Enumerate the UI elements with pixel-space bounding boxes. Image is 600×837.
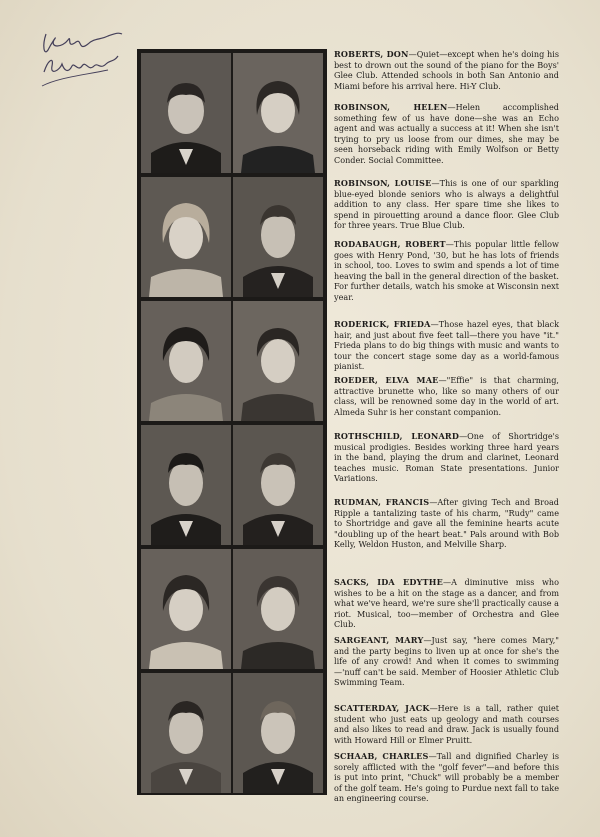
portrait-rothschild-leonard	[141, 425, 231, 545]
portrait-rudman-francis	[233, 425, 323, 545]
bio-entry	[334, 375, 559, 417]
bio-entry	[334, 178, 559, 231]
bio-name: SCATTERDAY, JACK	[334, 703, 430, 713]
signature-scrawl	[38, 26, 128, 96]
bio-entry	[334, 497, 559, 550]
bio-name: ROBERTS, DON	[334, 49, 409, 59]
portrait-scatterday-jack	[141, 673, 231, 793]
portrait-rodabaugh-robert	[233, 177, 323, 297]
bio-text: —Helen accomplished something few of us have done—she was an Echo agent and was actually a success at it! When she isn't trying to pry us loose from our dimes, she may be seen horseback riding with Emily Wolfson or Betty Conder. Social Committee.	[334, 102, 559, 165]
bio-text: —This popular little fellow goes with Henry Pond, '30, but he has lots of friends in school, too. Loves to swim and spends a lot of time heaving the ball in the general direction of the basket. For further details, watch his smoke at Wisconsin next year.	[334, 239, 559, 302]
bio-name: ROBINSON, LOUISE	[334, 178, 432, 188]
portrait-roeder-elva-mae	[233, 301, 323, 421]
bio-entry	[334, 49, 559, 91]
bio-text: —Here is a tall, rather quiet student who just eats up geology and math courses and also likes to read and draw. Jack is usually found with Howard Hill or Elmer Pruitt.	[334, 703, 559, 745]
portrait-schaab-charles	[233, 673, 323, 793]
bio-entry	[334, 431, 559, 484]
bio-entry	[334, 751, 559, 804]
bio-name: ROTHSCHILD, LEONARD	[334, 431, 460, 441]
bio-text: —Just say, "here comes Mary," and the party begins to liven up at once for she's the life of any crowd! And when it comes to swimming—'nuff can't be said. Member of Hoosier Athletic Club Swimming Team.	[334, 635, 559, 688]
bio-text: —Those hazel eyes, that black hair, and just about five feet tall—there you have "it." Frieda plans to do big things with music and wants to tour the concert stage some day as a world-famous pianist.	[334, 319, 559, 372]
portrait-roderick-frieda	[141, 301, 231, 421]
bio-text: —Quiet—except when he's doing his best to drown out the sound of the piano for the Boys' Glee Club. Attended schools in both San Antonio and Miami before his arrival here. Hi-Y Club.	[334, 49, 560, 91]
bio-entry	[334, 577, 559, 630]
bio-name: RODERICK, FRIEDA	[334, 319, 431, 329]
portrait-robinson-louise	[141, 177, 231, 297]
handwritten-signature	[38, 26, 128, 96]
bio-entry	[334, 102, 559, 166]
bio-entry	[334, 703, 559, 745]
bio-text: —One of Shortridge's musical prodigies. Besides working three hard years in the band, playing the drum and clarinet, Leonard teaches music. Roman State presentations. Junior Variations.	[334, 431, 559, 484]
bio-name: SCHAAB, CHARLES	[334, 751, 429, 761]
bio-text: —Tall and dignified Charley is sorely afflicted with the "golf fever"—and before this is put into print, "Chuck" will probably be a member of the golf team. He's going to Purdue next fall to take an engineering course.	[334, 751, 559, 804]
portrait-roberts-don	[141, 53, 231, 173]
bio-entry	[334, 635, 559, 688]
bio-text: —This is one of our sparkling blue-eyed blonde seniors who is always a delightful addition to any class. Her spare time she likes to spend in pirouetting around a dance floor. Glee Club for three years. True Blue Club.	[334, 178, 559, 231]
bio-text: —After giving Tech and Broad Ripple a tantalizing taste of his charm, "Rudy" came to Shortridge and gave all the feminine hearts acute "doubling up of the heart beat." Pals around with Bob Kelly, Weldon Huston, and Melville Sharp.	[334, 497, 559, 550]
portrait-robinson-helen	[233, 53, 323, 173]
bio-entry	[334, 239, 559, 303]
bio-text: —A diminutive miss who wishes to be a hit on the stage as a dancer, and from what we've heard, we're sure she'll practically cause a riot. Musical, too—member of Orchestra and Glee Club.	[334, 577, 560, 630]
portrait-sargeant-mary	[233, 549, 323, 669]
bio-name: RODABAUGH, ROBERT	[334, 239, 446, 249]
bio-entry	[334, 319, 559, 372]
bio-name: ROEDER, ELVA MAE	[334, 375, 439, 385]
portrait-grid	[137, 49, 327, 795]
bio-name: ROBINSON, HELEN	[334, 102, 448, 112]
bio-name: RUDMAN, FRANCIS	[334, 497, 430, 507]
bio-name: SARGEANT, MARY	[334, 635, 424, 645]
bio-name: SACKS, IDA EDYTHE	[334, 577, 443, 587]
portrait-sacks-ida-edythe	[141, 549, 231, 669]
bio-text: —"Effie" is that charming, attractive brunette who, like so many others of our class, will be renowned some day in the world of art. Almeda Suhr is her constant companion.	[334, 375, 559, 417]
